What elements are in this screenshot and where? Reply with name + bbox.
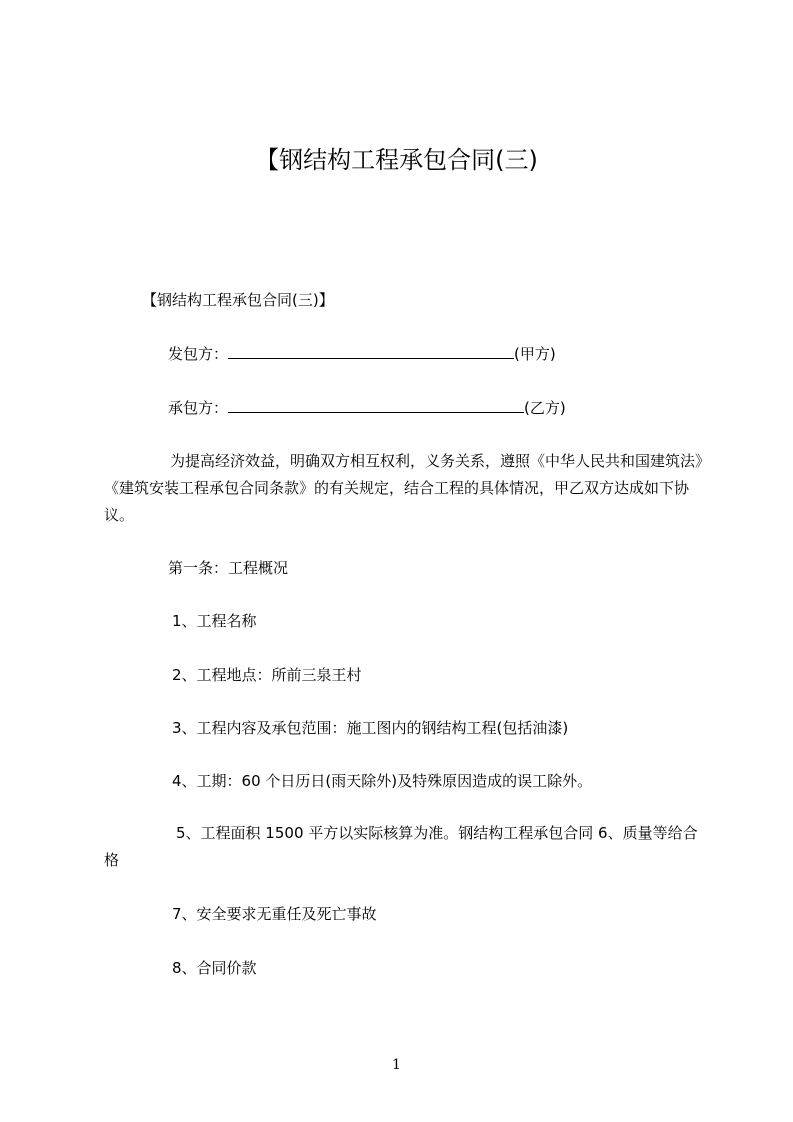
article-1-heading: 第一条：工程概况: [168, 559, 289, 577]
party-a-label: 发包方：: [168, 345, 229, 363]
party-b-blank: [228, 398, 524, 413]
page-number: 1: [392, 1057, 401, 1073]
item-1: 1、工程名称: [172, 612, 257, 630]
item-2: 2、工程地点：所前三泉王村: [172, 666, 362, 684]
item-4: 4、工期：60 个日历日(雨天除外)及特殊原因造成的误工除外。: [172, 772, 593, 790]
item-3: 3、工程内容及承包范围：施工图内的钢结构工程(包括油漆): [172, 719, 569, 737]
intro-paragraph: 为提高经济效益，明确双方相互权利，义务关系，遵照《中华人民共和国建筑法》《建筑安装工程承包合同条款》的有关规定，结合工程的具体情况，甲乙双方达成如下协议。: [104, 452, 703, 524]
document-subtitle: 【钢结构工程承包合同(三)】: [142, 291, 334, 309]
item-5: 5、工程面积 1500 平方以实际核算为准。钢结构工程承包合同 6、质量等给合格: [104, 824, 698, 869]
party-a-suffix: (甲方): [514, 345, 556, 363]
item-8: 8、合同价款: [172, 959, 257, 977]
document-title: 【钢结构工程承包合同(三): [255, 146, 538, 174]
party-a-blank: [228, 344, 514, 359]
party-a-line: [168, 344, 556, 364]
party-b-label: 承包方：: [168, 399, 229, 417]
item-7: 7、安全要求无重任及死亡事故: [172, 905, 377, 923]
party-b-suffix: (乙方): [524, 399, 566, 417]
party-b-line: [168, 398, 566, 418]
